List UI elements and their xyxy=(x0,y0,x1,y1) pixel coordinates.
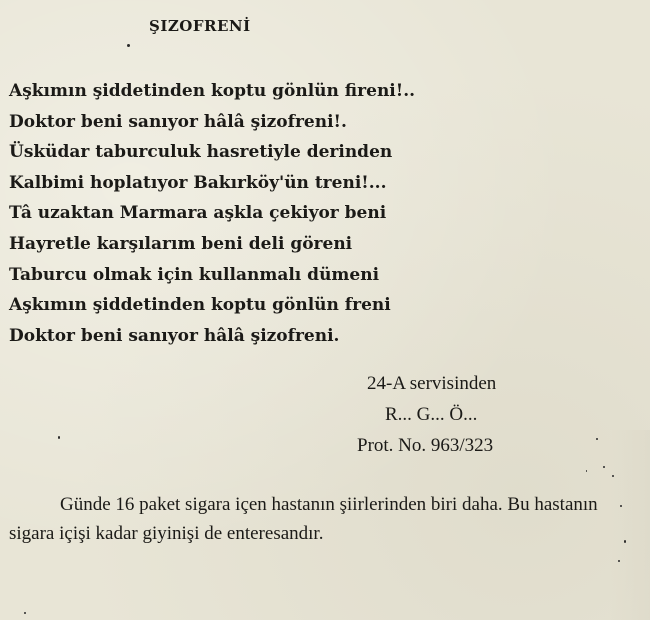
poem-line: Aşkımın şiddetinden koptu gönlün freni xyxy=(9,295,391,316)
signature-protocol: Prot. No. 963/323 xyxy=(357,435,494,456)
poem-title: ŞIZOFRENİ xyxy=(149,17,251,35)
poem-line: Doktor beni sanıyor hâlâ şizofreni. xyxy=(9,325,340,346)
poem-body xyxy=(9,76,415,351)
poem-line: Üsküdar taburculuk hasretiyle derinden xyxy=(9,142,393,163)
poem-line: Hayretle karşılarım beni deli göreni xyxy=(9,233,353,254)
ink-speck xyxy=(612,475,614,477)
ink-speck xyxy=(618,560,620,562)
poem-line: Taburcu olmak için kullanmalı dümeni xyxy=(9,264,380,285)
ink-speck xyxy=(624,540,626,543)
ink-speck xyxy=(127,44,130,47)
poem-line: Aşkımın şiddetinden koptu gönlün fireni!.. xyxy=(9,81,416,101)
ink-speck xyxy=(596,438,598,440)
poem-line: Doktor beni sanıyor hâlâ şizofreni!. xyxy=(9,111,347,132)
editor-note xyxy=(9,490,621,548)
signature-service: 24-A servisinden xyxy=(367,373,497,394)
ink-speck xyxy=(58,436,60,439)
poem-line: Kalbimi hoplatıyor Bakırköy'ün treni!... xyxy=(9,172,387,193)
poem-line: Tâ uzaktan Marmara aşkla çekiyor beni xyxy=(9,203,387,224)
ink-speck xyxy=(620,505,622,507)
ink-speck xyxy=(24,612,26,614)
editor-note-text: Günde 16 paket sigara içen hastanın şiirlerinden biri daha. Bu hastanın sigara içişi kadar giyinişi de enteresandır. xyxy=(9,494,598,544)
paper-edge-shading xyxy=(610,430,650,620)
ink-speck xyxy=(586,470,587,472)
ink-speck xyxy=(603,466,605,468)
signature-initials: R... G... Ö... xyxy=(385,404,478,425)
